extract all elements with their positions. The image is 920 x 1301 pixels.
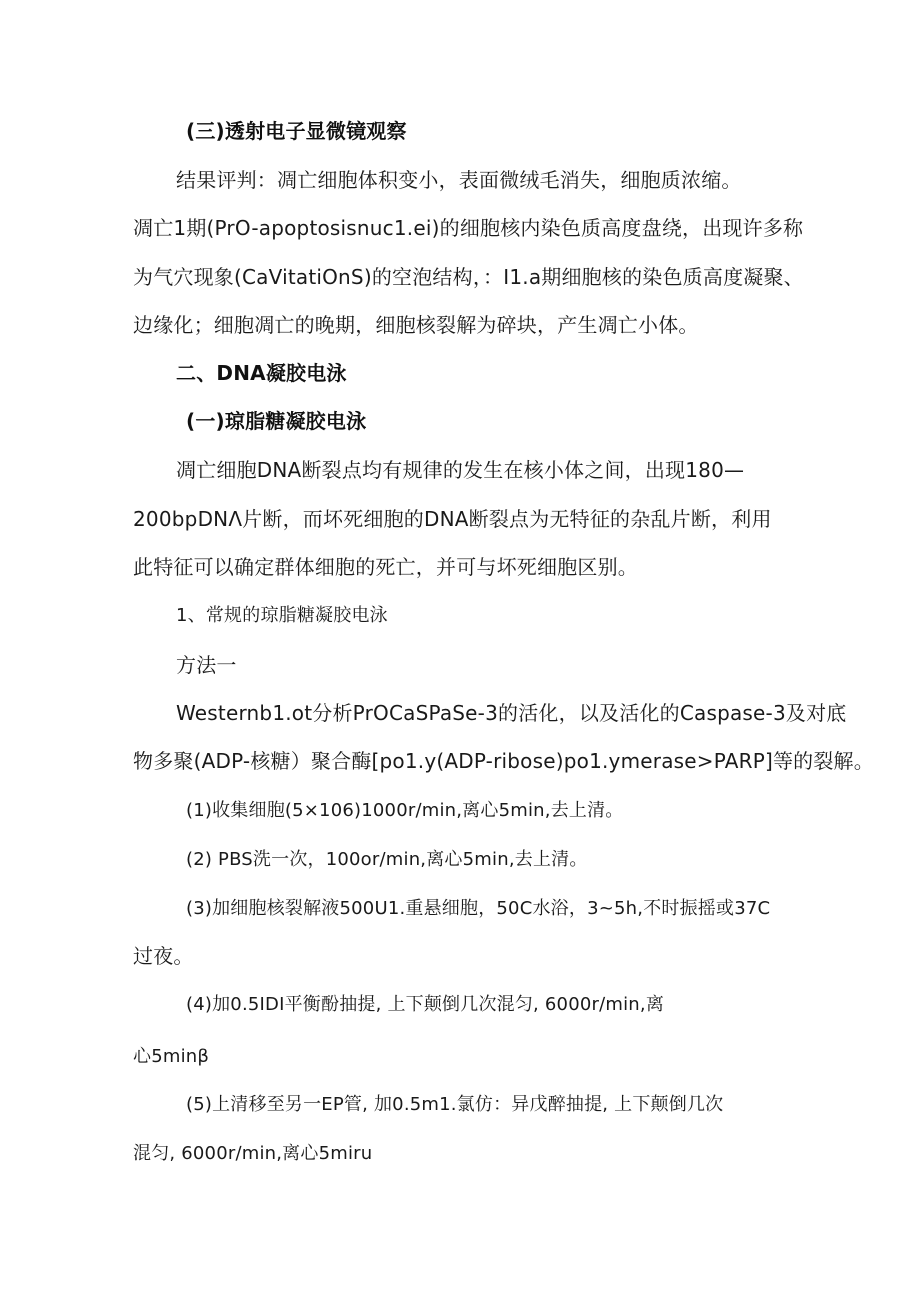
- paragraph-line: 凋亡细胞DNA断裂点均有规律的发生在核小体之间，出现180—: [176, 458, 745, 482]
- paragraph-line: 凋亡1期(PrO-apoptosisnuc1.ei)的细胞核内染色质高度盘绕，出现许多称: [133, 216, 804, 240]
- step-item-3: (3)加细胞核裂解液500U1.重悬细胞，50C水浴，3~5h,不时振摇或37C: [186, 898, 771, 919]
- paragraph-line: 结果评判：凋亡细胞体积变小，表面微绒毛消失，细胞质浓缩。: [176, 168, 742, 192]
- numbered-heading: 1、常规的琼脂糖凝胶电泳: [176, 605, 388, 626]
- paragraph-line: 200bpDNΛ片断，而坏死细胞的DNA断裂点为无特征的杂乱片断，利用: [133, 507, 772, 531]
- step-item-1: (1)收集细胞(5×106)1000r∕min,离心5min,去上清。: [186, 800, 624, 821]
- step-item-4-continued: 心5minβ: [133, 1046, 210, 1067]
- paragraph-line: 物多聚(ADP-核糖）聚合酶[po1.y(ADP-ribose)po1.ymerase>PARP]等的裂解。: [133, 749, 874, 773]
- step-item-4: (4)加0.5IDI平衡酚抽提, 上下颠倒几次混匀, 6000r∕min,离: [186, 994, 665, 1015]
- step-item-5: (5)上清移至另一EP管, 加0.5m1.氯仿：异戊醉抽提, 上下颠倒几次: [186, 1094, 724, 1115]
- step-item-2: (2) PBS洗一次，100or/min,离心5min,去上清。: [186, 849, 588, 870]
- section-heading-tem: (三)透射电子显微镜观察: [186, 119, 407, 143]
- paragraph-line: Westernb1.ot分析PrOCaSPaSe-3的活化，以及活化的Caspase-3及对底: [176, 701, 847, 725]
- subsection-heading-agarose: (一)琼脂糖凝胶电泳: [186, 409, 367, 433]
- paragraph-line: 边缘化；细胞凋亡的晚期，细胞核裂解为碎块，产生凋亡小体。: [133, 313, 699, 337]
- step-item-3-continued: 过夜。: [133, 944, 194, 968]
- section-heading-dna: 二、DNA凝胶电泳: [176, 361, 347, 385]
- step-item-5-continued: 混匀, 6000r∕min,离心5miru: [133, 1143, 373, 1164]
- method-label: 方法一: [176, 653, 237, 677]
- paragraph-line: 为气穴现象(CaVitatiOnS)的空泡结构，：I1.a期细胞核的染色质高度凝聚、: [133, 265, 804, 289]
- paragraph-line: 此特征可以确定群体细胞的死亡，并可与坏死细胞区别。: [133, 555, 638, 579]
